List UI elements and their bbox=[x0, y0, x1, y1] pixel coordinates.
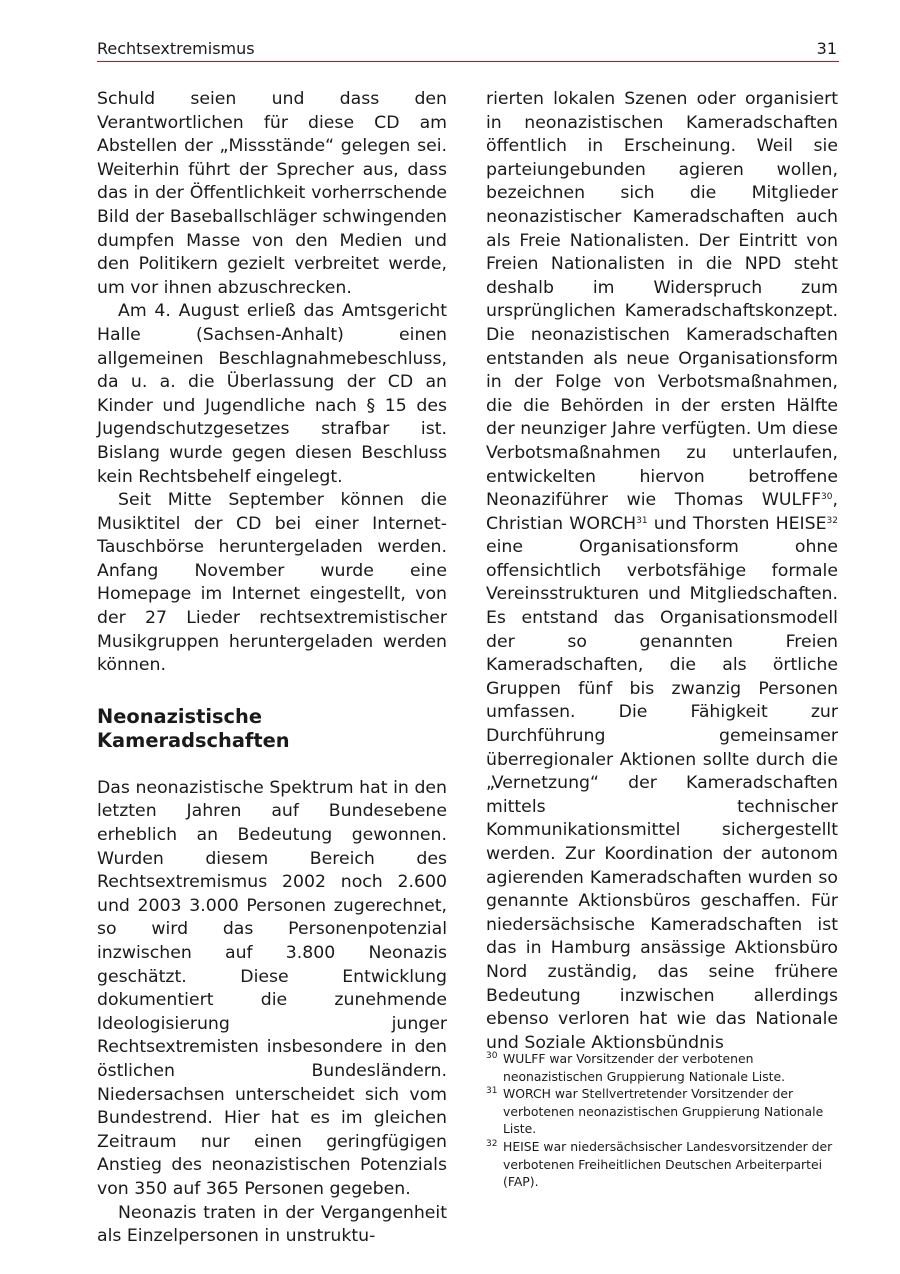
footnote-text: WULFF war Vorsitzender der verbotenen neonazistischen Gruppierung Nationale Liste. bbox=[503, 1051, 786, 1084]
running-title: Rechtsextremismus bbox=[97, 39, 255, 58]
paragraph: Seit Mitte September können die Musiktitel der CD bei einer Internet-Tauschbörse heruntergeladen werden. Anfang November wurde eine Homepage im Internet eingestellt, von der 27 Lieder rechtsextremistischer Musikgruppen heruntergeladen werden können. bbox=[97, 490, 447, 676]
paragraph: Schuld seien und dass den Verantwortlichen für diese CD am Abstellen der „Missstände“ gelegen sei. Weiterhin führt der Sprecher aus, dass das in der Öffentlichkeit vorherrschende Bild der Baseballschläger schwingenden dumpfen Masse von den Medien und den Politikern gezielt verbreitet werde, um vor ihnen abzuschrecken. bbox=[97, 89, 447, 298]
footnote-number: 31 bbox=[486, 1086, 498, 1097]
paragraph bbox=[486, 88, 838, 1055]
footnotes bbox=[486, 1050, 838, 1191]
text-run: , Christian WORCH bbox=[486, 490, 838, 534]
right-column bbox=[486, 88, 838, 1055]
left-column bbox=[97, 88, 447, 1249]
paragraph: Das neonazistische Spektrum hat in den letzten Jahren auf Bundesebene erheblich an Bedeutung gewonnen. Wurden diesem Bereich des Rechtsextremismus 2002 noch 2.600 und 2003 3.000 Personen zugerechnet, so wird das Personenpotenzial inzwischen auf 3.800 Neonazis geschätzt. Diese Entwicklung dokumentiert die zunehmende Ideologisierung junger Rechtsextremisten insbesondere in den östlichen Bundesländern. Niedersachsen unterscheidet sich vom Bundestrend. Hier hat es im gleichen Zeitraum nur einen geringfügigen Anstieg des neonazistischen Potenzials von 350 auf 365 Personen gegeben. bbox=[97, 777, 447, 1199]
footnote bbox=[486, 1085, 838, 1138]
footnote-ref-31: 31 bbox=[636, 515, 648, 526]
footnote bbox=[486, 1138, 838, 1191]
footnote-number: 30 bbox=[486, 1051, 498, 1061]
paragraph: Am 4. August erließ das Amtsgericht Halle (Sachsen-Anhalt) einen allgemeinen Beschlagnahmebeschluss, da u. a. die Überlassung der CD an Kinder und Jugendliche nach § 15 des Jugendschutzgesetzes strafbar ist. Bislang wurde gegen diesen Beschluss kein Rechtsbehelf eingelegt. bbox=[97, 301, 447, 487]
section-heading: Neonazistische Kameradschaften bbox=[97, 704, 290, 752]
footnote-number: 32 bbox=[486, 1138, 498, 1149]
footnote bbox=[486, 1050, 838, 1085]
text-run: eine Organisationsform ohne offensichtlich verbotsfähige formale Vereinsstrukturen und Mitgliedschaften. Es entstand das Organisationsmodell der so genannten Freien Kameradschaften, die als örtliche Gruppen fünf bis zwanzig Personen umfassen. Die Fähigkeit zur Durchführung gemeinsamer überregionaler Aktionen sollte durch die „Vernetzung“ der Kameradschaften mittels technischer Kommunikationsmittel sichergestellt werden. Zur Koordination der autonom agierenden Kameradschaften wurden so genannte Aktionsbüros geschaffen. Für niedersächsische Kameradschaften ist das in Hamburg ansässige Aktionsbüro Nord zuständig, das seine frühere Bedeutung inzwischen allerdings ebenso verloren hat wie das Nationale und Soziale Aktionsbündnis bbox=[486, 537, 838, 1053]
running-header bbox=[97, 37, 839, 62]
text-run: und Thorsten HEISE bbox=[647, 513, 827, 534]
text-run: rierten lokalen Szenen oder organisiert in neonazistischen Kameradschaften öffentlich in Erscheinung. Weil sie parteiungebunden agieren wollen, bezeichnen sich die Mitglieder neonazistischer Kameradschaften auch als Freie Nationalisten. Der Eintritt von Freien Nationalisten in die NPD steht deshalb im Widerspruch zum ursprünglichen Kameradschaftskonzept. Die neonazistischen Kameradschaften entstanden als neue Organisationsform in der Folge von Verbotsmaßnahmen, die die Behörden in der ersten Hälfte der neunziger Jahre verfügten. Um diese Verbotsmaßnahmen zu unterlaufen, entwickelten hiervon betroffene Neonaziführer wie Thomas WULFF bbox=[486, 89, 838, 511]
paragraph: Neonazis traten in der Vergangenheit als Einzelpersonen in unstruktu- bbox=[97, 1202, 447, 1247]
page-number: 31 bbox=[816, 39, 837, 58]
footnote-text: WORCH war Stellvertretender Vorsitzender der verbotenen neonazistischen Gruppierung Nationale Liste. bbox=[503, 1086, 824, 1137]
footnote-ref-32: 32 bbox=[826, 515, 838, 526]
footnote-text: HEISE war niedersächsischer Landesvorsitzender der verbotenen Freiheitlichen Deutschen Arbeiterpartei (FAP). bbox=[503, 1138, 833, 1190]
footnote-ref-30: 30 bbox=[821, 492, 833, 503]
